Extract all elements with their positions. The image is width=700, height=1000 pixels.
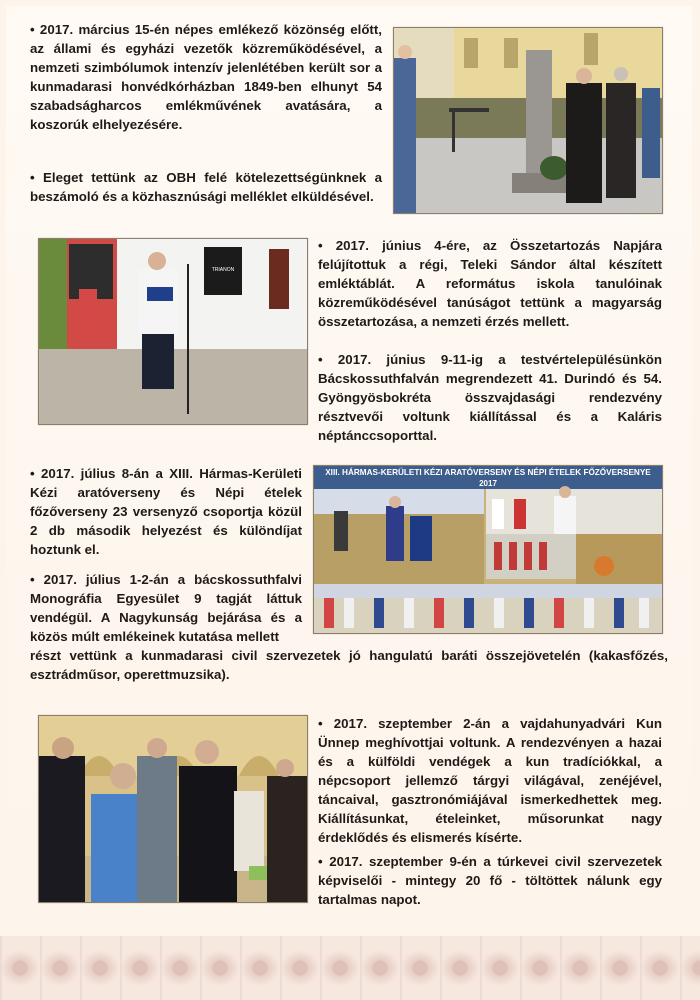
photo-plaque-ceremony [38, 238, 308, 425]
paragraph-july-1-2: • 2017. július 1-2-án a bácskossuthfalvi Monográfia Egyesület 9 tagját láttuk vendégül. A Nagykunság bejárása és a közös múlt emlékeinek kutatása mellett [30, 572, 302, 644]
paragraph-september-9: • 2017. szeptember 9-én a túrkevei civil szervezetek képviselői - mintegy 20 fő - töltöttek nálunk egy tartalmas napot. [318, 854, 662, 907]
paragraph-june-9-11: • 2017. június 9-11-ig a testvértelepülésünkön Bácskossuthfalván megrendezett 41. Durindó és 54. Gyöngyösbokréta összvajdasági rendezvény résztvevői voltunk kiállítással és a Kaláris néptánccsoporttal. [318, 352, 662, 443]
plaque-text: TRIANON [211, 267, 235, 273]
photo-harvest-competition-collage [313, 465, 663, 634]
paragraph-march-15: • 2017. március 15-én népes emlékező közönség előtt, az állami és egyházi vezetők közreműködésével, a nemzeti szimbólumok intenzív jelenlétében került sor a kunmadarasi honvédkórházban 1849-ben elhunyt 54 szabadságharcos emlékművének avatására, a koszorúk elhelyezésére. [30, 22, 382, 132]
paragraph-july-1-2-continued: részt vettünk a kunmadarasi civil szervezetek jó hangulatú baráti összejövetelén (kakasfőzés, esztrádműsor, operettmuzsika). [30, 648, 668, 682]
paragraph-obh-report: • Eleget tettünk az OBH felé kötelezettségünknek a beszámoló és a közhasznúsági melléklet elküldésével. [30, 170, 382, 204]
photo-kun-festival [38, 715, 308, 903]
photo-memorial-inauguration [393, 27, 663, 214]
paragraph-september-2: • 2017. szeptember 2-án a vajdahunyadvári Kun Ünnep meghívottjai voltunk. A rendezvényen a hazai és a külföldi vendégek a kun tradíciókkal, a népcsoport jellemző tárgyi világával, zenéjével, táncaival, gasztronómiájával ismerkedhettek meg. Kiállításunkat, ételeinket, műsorunkat nagy érdeklődés és elismerés kísérte. [318, 716, 662, 845]
paragraph-june-4: • 2017. június 4-ére, az Összetartozás Napjára felújítottuk a régi, Teleki Sándor által készített emléktáblát. A református iskola tanulóinak közreműködésével tanúságot tettünk a magyarság összetartozása, a nemzeti érzés mellett. [318, 238, 662, 329]
decorative-border-ornament [0, 936, 700, 1000]
collage-banner-year: 2017 [479, 479, 497, 488]
paragraph-july-8: • 2017. július 8-án a XIII. Hármas-Kerületi Kézi aratóverseny és Népi ételek főzőverseny 23 versenyző csoportja közül 2 db második helyezést és különdíjat hoztunk el. [30, 466, 302, 557]
collage-banner-title: XIII. HÁRMAS-KERÜLETI KÉZI ARATÓVERSENY ÉS NÉPI ÉTELEK FŐZŐVERSENYE [325, 468, 651, 477]
